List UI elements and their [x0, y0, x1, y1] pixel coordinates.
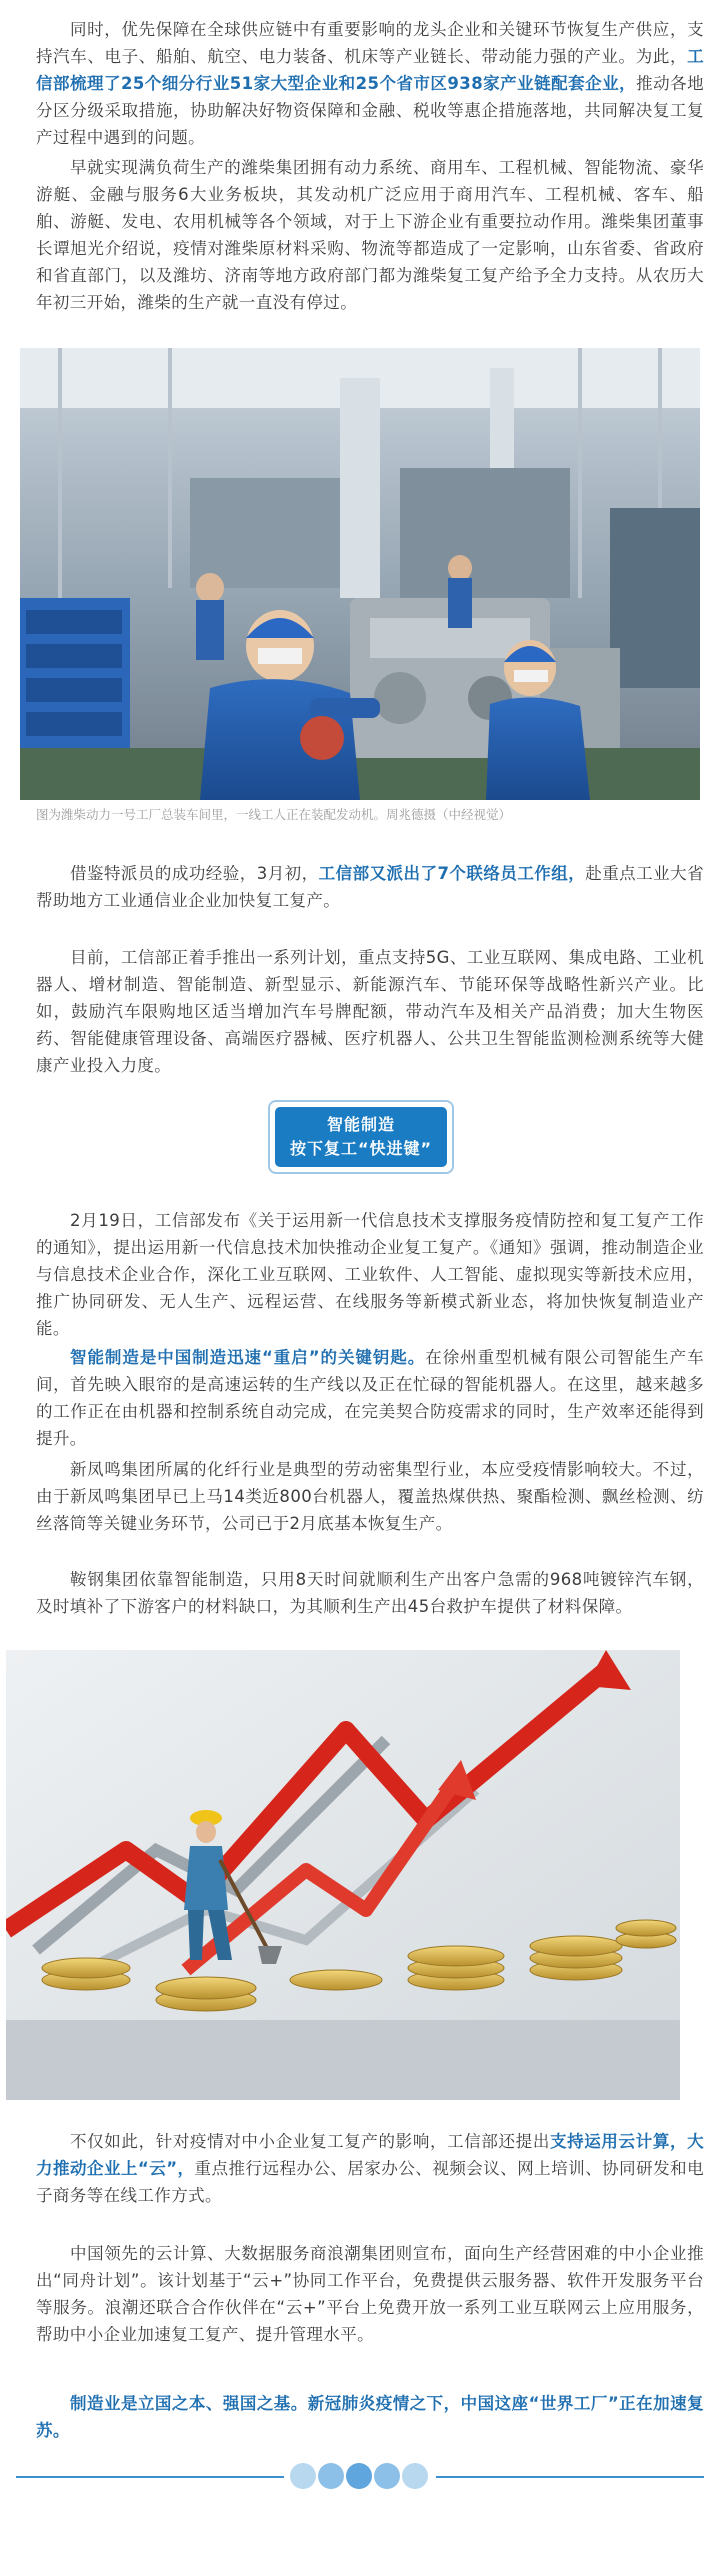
paragraph-ansteel: 鞍钢集团依靠智能制造，只用8天时间就顺利生产出客户急需的968吨镀锌汽车钢，及时填补了下游客户的材料缺口，为其顺利生产出45台救护车提供了材料保障。 [36, 1570, 704, 1616]
paragraph-weichai: 早就实现满负荷生产的潍柴集团拥有动力系统、商用车、工程机械、智能物流、豪华游艇、金融与服务6大业务板块，其发动机广泛应用于商用汽车、工程机械、客车、船舶、游艇、发电、农用机械等各个领域，对于上下游企业有重要拉动作用。潍柴集团董事长谭旭光介绍说，疫情对潍柴原材料采购、物流等都造成了一定影响，山东省委、省政府和省直部门，以及潍坊、济南等地方政府部门都为潍柴复工复产给予全力支持。从农历大年初三开始，潍柴的生产就一直没有停过。 [36, 158, 704, 312]
section-heading [275, 1107, 447, 1167]
photo-caption: 图为潍柴动力一号工厂总装车间里，一线工人正在装配发动机。周兆德摄（中经视觉） [36, 807, 512, 822]
paragraph-notice: 2月19日，工信部发布《关于运用新一代信息技术支撑服务疫情防控和复工复产工作的通知》，提出运用新一代信息技术加快推动企业复工复产。《通知》强调，推动制造企业与信息技术企业合作，深化工业互联网、工业软件、人工智能、虚拟现实等新技术应用，推广协同研发、无人生产、远程运营、在线服务等新模式新业态，将加快恢复制造业产能。 [36, 1211, 704, 1338]
p3-text: 借鉴特派员的成功经验，3月初， [70, 864, 319, 883]
footer-dot-icon [402, 2463, 428, 2489]
paragraph-cloud [36, 2128, 704, 2209]
growth-arrows-illustration [6, 1650, 680, 2100]
footer-divider-right [436, 2476, 704, 2478]
p9-text-after: 重点推行远程办公、居家办公、视频会议、网上培训、协同研发和电子商务等在线工作方式。 [36, 2159, 704, 2205]
factory-workers-photo [20, 348, 700, 800]
p6-text: 在徐州重型机械有限公司智能生产车间，首先映入眼帘的是高速运转的生产线以及正在忙碌的智能机器人。在这里，越来越多的工作正在由机器和控制系统自动完成，在完美契合防疫需求的同时，生产效率还能得到提升。 [36, 1348, 704, 1448]
section-title-line2: 按下复工“快进键” [289, 1139, 433, 1158]
footer-dot-icon [318, 2463, 344, 2489]
conclusion-highlight: 制造业是立国之本、强国之基。新冠肺炎疫情之下，中国这座“世界工厂”正在加速复苏。 [36, 2394, 704, 2440]
p6-highlight: 智能制造是中国制造迅速“重启”的关键钥匙。 [70, 1348, 426, 1367]
p9-highlight: 支持运用云计算，大力推动企业上“云”， [36, 2132, 704, 2178]
section-title-line1: 智能制造 [326, 1115, 395, 1134]
paragraph-xinfengming: 新凤鸣集团所属的化纤行业是典型的劳动密集型行业，本应受疫情影响较大。不过，由于新凤鸣集团早已上马14类近800台机器人，覆盖热煤供热、聚酯检测、飘丝检测、纺丝落筒等关键业务环节，公司已于2月底基本恢复生产。 [36, 1460, 704, 1533]
paragraph-plans: 目前，工信部正着手推出一系列计划，重点支持5G、工业互联网、集成电路、工业机器人、增材制造、智能制造、新型显示、新能源汽车、节能环保等战略性新兴产业。比如，鼓励汽车限购地区适当增加汽车号牌配额，带动汽车及相关产品消费；加大生物医药、智能健康管理设备、高端医疗器械、医疗机器人、公共卫生智能监测检测系统等大健康产业投入力度。 [36, 948, 704, 1075]
footer-dot-icon [346, 2463, 372, 2489]
paragraph-supply-chain [36, 16, 704, 151]
paragraph-conclusion [36, 2390, 704, 2444]
paragraph-inspur: 中国领先的云计算、大数据服务商浪潮集团则宣布，面向生产经营困难的中小企业推出“同舟计划”。该计划基于“云+”协同工作平台，免费提供云服务器、软件开发服务平台等服务。浪潮还联合合作伙伴在“云+”平台上免费开放一系列工业互联网云上应用服务，帮助中小企业加速复工复产、提升管理水平。 [36, 2244, 704, 2344]
p1-text: 同时，优先保障在全球供应链中有重要影响的龙头企业和关键环节恢复生产供应，支持汽车、电子、船舶、航空、电力装备、机床等产业链长、带动能力强的产业。为此， [36, 20, 704, 66]
footer-dot-icon [374, 2463, 400, 2489]
paragraph-smart-manufacturing [36, 1344, 704, 1452]
p3-highlight: 工信部又派出了7个联络员工作组， [318, 864, 586, 883]
p1-text-after: 推动各地分区分级采取措施，协助解决好物资保障和金融、税收等惠企措施落地，共同解决复工复产过程中遇到的问题。 [36, 74, 704, 147]
footer-dot-icon [290, 2463, 316, 2489]
section-heading-badge [268, 1100, 454, 1174]
paragraph-liaison [36, 860, 704, 914]
p9-text: 不仅如此，针对疫情对中小企业复工复产的影响，工信部还提出 [70, 2132, 550, 2151]
footer-divider-left [16, 2476, 284, 2478]
p3-text-after: 赴重点工业大省帮助地方工业通信业企业加快复工复产。 [36, 864, 704, 910]
p1-highlight: 工信部梳理了25个细分行业51家大型企业和25个省市区938家产业链配套企业， [36, 47, 704, 93]
